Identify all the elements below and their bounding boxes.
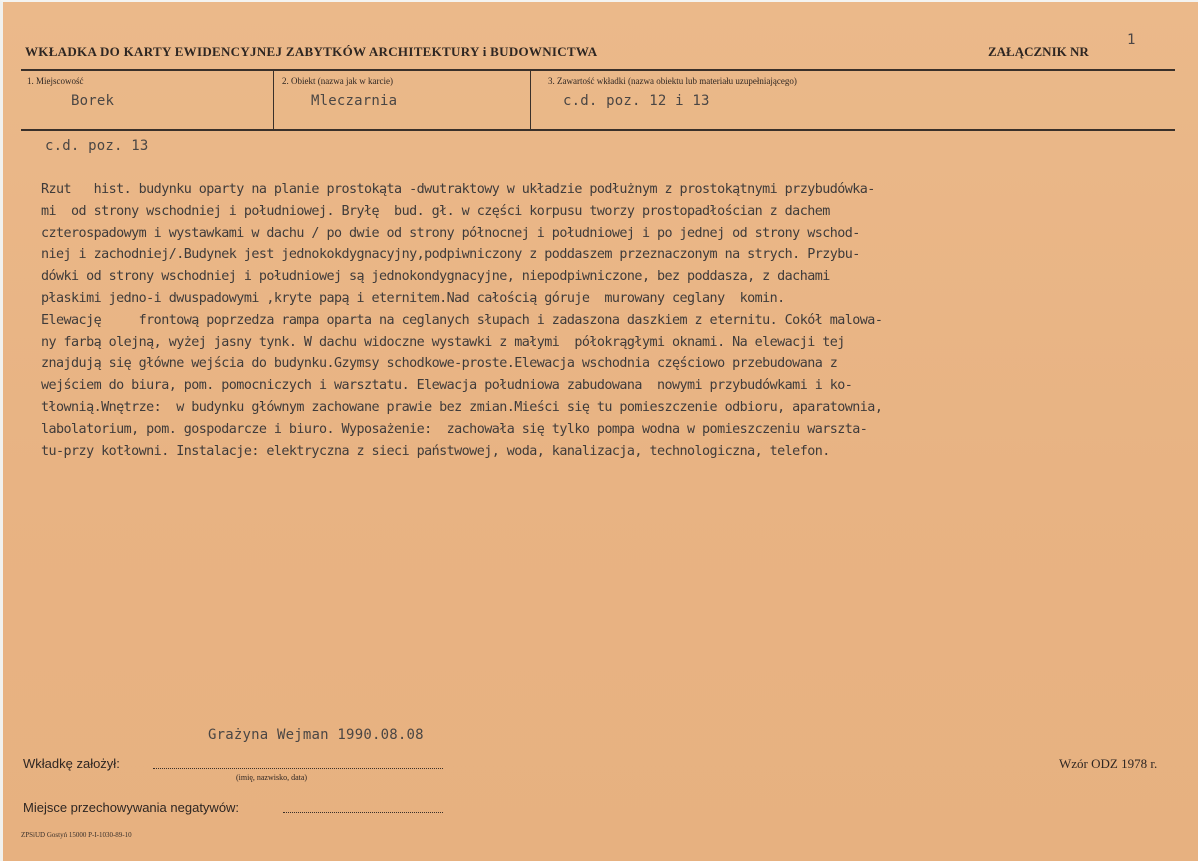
body-line: Rzut hist. budynku oparty na planie prostokąta -dwutraktowy w układzie podłużnym z prostokątnymi przybudówka-	[41, 182, 875, 197]
form-title: WKŁADKA DO KARTY EWIDENCYJNEJ ZABYTKÓW ARCHITEKTURY i BUDOWNICTWA	[25, 44, 598, 59]
field-divider-1	[273, 70, 274, 130]
printer-mark: ZPSiUD Gostyń 15000 P-I-1030-89-10	[21, 831, 132, 839]
body-line: mi od strony wschodniej i południowej. Bryłę bud. gł. w części korpusu tworzy prostopadłościan z dachem	[41, 203, 830, 219]
created-by-label: Wkładkę założył:	[23, 756, 120, 771]
created-by-line	[153, 768, 443, 769]
field-value-contents: c.d. poz. 12 i 13	[563, 93, 710, 109]
field-label-object: 2. Obiekt (nazwa jak w karcie)	[282, 76, 393, 86]
field-label-contents: 3. Zawartość wkładki (nazwa obiektu lub materiału uzupełniającego)	[548, 76, 797, 86]
body-line: płaskimi jedno-i dwuspadowymi ,kryte papą i eternitem.Nad całością góruje murowany ceglany komin.	[41, 290, 785, 306]
body-line: czterospadowym i wystawkami w dachu / po dwie od strony północnej i południowej i po jednej od strony wschod-	[41, 225, 860, 241]
body-line: niej i zachodniej/.Budynek jest jednokokdygnacyjny,podpiwniczony z poddaszem przeznaczonym na strych. Przybu-	[41, 247, 860, 263]
body-line: znajdują się główne wejścia do budynku.Gzymsy schodkowe-proste.Elewacja wschodnia częściowo przebudowana z	[41, 356, 838, 372]
annex-number: 1	[1127, 32, 1136, 48]
body-line: wejściem do biura, pom. pomocniczych i warsztatu. Elewacja południowa zabudowana nowymi przybudówkami i ko-	[41, 378, 853, 394]
negatives-line	[283, 812, 443, 813]
field-value-locality: Borek	[71, 93, 115, 109]
field-divider-2	[530, 70, 531, 130]
body-line: Elewację frontową poprzedza rampa oparta na ceglanych słupach i zadaszona daszkiem z eternitu. Cokół malowa-	[41, 312, 883, 328]
created-by-sublabel: (imię, nazwisko, data)	[236, 773, 308, 782]
body-line: ny farbą olejną, wyżej jasny tynk. W dachu widoczne wystawki z małymi półokrągłymi oknami. Na elewacji tej	[41, 334, 845, 350]
annex-label: ZAŁĄCZNIK NR	[988, 44, 1089, 59]
body-line: tłownią.Wnętrze: w budynku głównym zachowane prawie bez zmian.Mieści się tu pomieszczenie odbioru, aparatownia,	[41, 399, 883, 415]
body-line: dówki od strony wschodniej i południowej są jednokondygnacyjne, niepodpiwniczone, bez poddasza, z dachami	[41, 269, 830, 285]
header-rule-top	[21, 69, 1175, 71]
description-text	[41, 179, 1186, 462]
signature-typed: Grażyna Wejman 1990.08.08	[208, 727, 424, 743]
field-label-locality: 1. Miejscowość	[27, 76, 84, 86]
continuation-heading: c.d. poz. 13	[45, 138, 149, 154]
body-line: labolatorium, pom. gospodarcze i biuro. Wyposażenie: zachowała się tylko pompa wodna w pomieszczeniu warszta-	[41, 421, 868, 437]
body-line: tu-przy kotłowni. Instalacje: elektryczna z sieci państwowej, woda, kanalizacja, technologiczna, telefon.	[41, 443, 830, 459]
form-model: Wzór ODZ 1978 r.	[1059, 756, 1158, 771]
negatives-label: Miejsce przechowywania negatywów:	[23, 800, 240, 815]
header-rule-bottom	[21, 129, 1175, 131]
field-value-object: Mleczarnia	[311, 93, 398, 109]
